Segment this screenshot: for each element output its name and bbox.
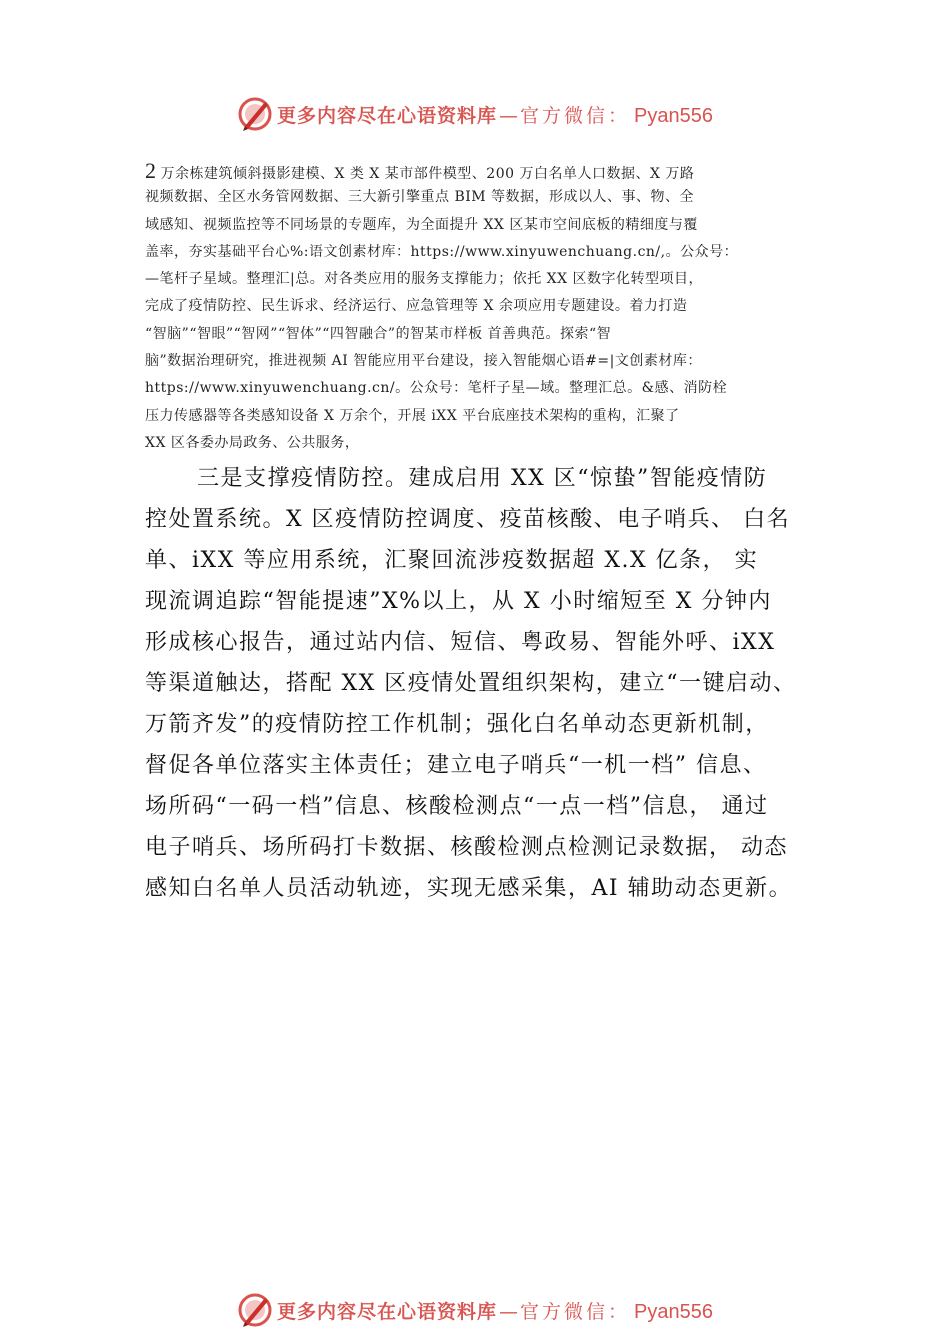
banner-wechat-id: Pyan556 xyxy=(634,104,713,127)
main-line: 控处置系统。X 区疫情防控调度、疫苗核酸、电子哨兵、 白名 xyxy=(145,507,791,532)
footer-banner xyxy=(0,1290,950,1330)
banner-wechat-id: Pyan556 xyxy=(634,1300,713,1323)
main-line: 场所码“一码一档”信息、核酸检测点“一点一档”信息， 通过 xyxy=(145,794,769,819)
small-line: 压力传感器等各类感知设备 X 万余个，开展 iXX 平台底座技术架构的重构，汇聚了 xyxy=(145,407,680,424)
banner-wechat-label: 官方微信： xyxy=(520,104,631,127)
small-line: 视频数据、全区水务管网数据、三大新引擎重点 BIM 等数据，形成以人、事、物、全 xyxy=(145,189,695,206)
main-line: 单、iXX 等应用系统，汇聚回流涉疫数据超 X.X 亿条， 实 xyxy=(145,548,759,573)
main-line: 万箭齐发”的疫情防控工作机制；强化白名单动态更新机制， xyxy=(145,712,769,737)
small-line: 完成了疫情防控、民生诉求、经济运行、应急管理等 X 余项应用专题建设。着力打造 xyxy=(145,298,688,315)
small-line xyxy=(145,157,815,184)
small-line: —笔杆子星域。整理汇|总。对各类应用的服务支撑能力；依托 XX 区数字化转型项目， xyxy=(145,271,704,288)
header-banner xyxy=(0,94,950,134)
banner-dash: — xyxy=(499,1300,519,1323)
small-line: https://www.xinyuwenchuang.cn/。公众号：笔杆子星—域。整理汇总。&感、消防栓 xyxy=(145,380,728,397)
small-line: 脑”数据治理研究，推进视频 AI 智能应用平台建设，接入智能烟心语#=|文创素材库： xyxy=(145,353,702,370)
banner-wechat-label: 官方微信： xyxy=(520,1300,631,1323)
banner-slogan: 更多内容尽在心语资料库 xyxy=(277,104,498,127)
banner-text xyxy=(277,1297,713,1324)
banner-dash: — xyxy=(499,104,519,127)
main-line: 三是支撑疫情防控。建成启用 XX 区“惊蛰”智能疫情防 xyxy=(197,466,768,491)
lead-number: 2 xyxy=(145,158,157,183)
pen-logo-icon xyxy=(237,1292,273,1328)
small-line-text: 万余栋建筑倾斜摄影建模、X 类 X 某市部件模型、200 万白名单人口数据、X 万路 xyxy=(160,166,695,182)
main-line: 督促各单位落实主体责任；建立电子哨兵“一机一档” 信息、 xyxy=(145,753,767,778)
banner-text xyxy=(277,101,713,128)
main-line: 感知白名单人员活动轨迹，实现无感采集，AI 辅助动态更新。 xyxy=(145,876,793,901)
main-line: 形成核心报告，通过站内信、短信、粤政易、智能外呼、iXX xyxy=(145,630,776,655)
small-line: XX 区各委办局政务、公共服务， xyxy=(145,434,360,451)
small-line: 盖率，夯实基础平台心%:语文创素材库：https://www.xinyuwenchuang.cn/,。公众号： xyxy=(145,243,739,260)
main-line: 现流调追踪“智能提速”X%以上，从 X 小时缩短至 X 分钟内 xyxy=(145,589,772,614)
pen-logo-icon xyxy=(237,96,273,132)
small-line: “智脑”“智眼”“智网”“智体”“四智融合”的智某市样板 首善典范。探索“智 xyxy=(145,325,612,342)
banner-slogan: 更多内容尽在心语资料库 xyxy=(277,1300,498,1323)
main-line: 等渠道触达，搭配 XX 区疫情处置组织架构，建立“一键启动、 xyxy=(145,671,797,696)
main-paragraph xyxy=(145,458,835,909)
small-line: 域感知、视频监控等不同场景的专题库，为全面提升 XX 区某市空间底板的精细度与覆 xyxy=(145,216,698,233)
small-paragraph xyxy=(145,157,815,457)
main-line: 电子哨兵、场所码打卡数据、核酸检测点检测记录数据， 动态 xyxy=(145,835,788,860)
